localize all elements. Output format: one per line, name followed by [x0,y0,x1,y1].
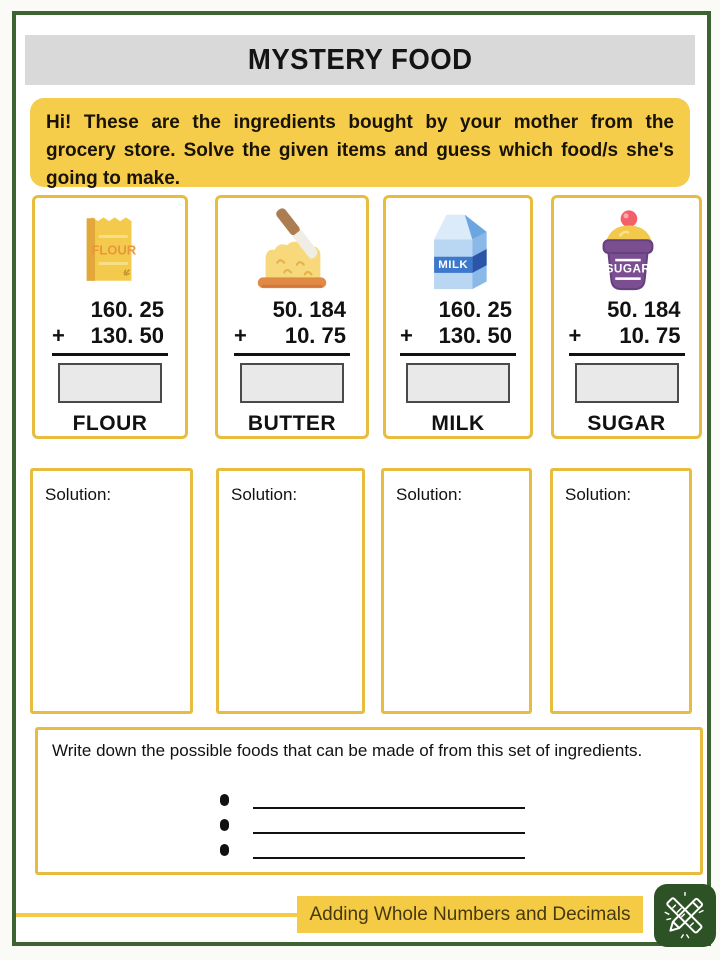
plus-operator: + [568,323,582,349]
sum-line [52,353,168,356]
answer-box-milk[interactable] [406,363,510,403]
bullet-icon [220,819,229,831]
answer-line-1[interactable] [220,789,525,809]
sum-line [569,353,685,356]
ingredient-label-flour: FLOUR [72,412,148,435]
ingredient-label-sugar: SUGAR [587,412,666,435]
pencil-ruler-logo [654,884,716,947]
sum-line [234,353,350,356]
ingredient-card-butter [215,195,369,439]
solution-label: Solution: [565,485,632,504]
ingredient-card-milk [383,195,533,439]
bullet-icon [220,794,229,806]
milk-carton-icon [415,202,501,297]
addend-1: 160. 25 [438,297,512,323]
footer-topic-banner [297,896,643,933]
write-line[interactable] [253,856,525,859]
sum-line [400,353,516,356]
title-bar [25,35,695,85]
flour-bag-icon [68,202,152,297]
answer-box-butter[interactable] [240,363,344,403]
addend-2: 130. 50 [438,323,512,349]
plus-operator: + [234,323,247,349]
footer-accent-line [16,913,298,917]
solution-box-butter[interactable] [216,468,365,714]
solution-label: Solution: [231,485,298,504]
ingredient-card-flour [32,195,188,439]
sugar-jar-text: SUGAR [605,262,650,276]
instruction-box: Hi! These are the ingredients bought by your mother from the grocery store. Solve the given items and guess which food/s she's going to make. [30,98,690,187]
ingredient-label-milk: MILK [431,412,485,435]
ingredient-card-sugar [551,195,702,439]
addition-problem-flour [52,297,168,349]
solution-label: Solution: [45,485,112,504]
bullet-icon [220,844,229,856]
plus-operator: + [400,323,413,349]
milk-carton-text: MILK [438,258,469,271]
solution-label: Solution: [396,485,463,504]
write-line[interactable] [253,806,525,809]
possible-foods-box [35,727,703,875]
possible-foods-prompt: Write down the possible foods that can be made of from this set of ingredients. [52,741,643,760]
addend-2: 10. 75 [619,323,681,349]
answer-line-3[interactable] [220,839,525,859]
answer-box-flour[interactable] [58,363,162,403]
addend-2: 10. 75 [284,323,346,349]
solution-box-sugar[interactable] [550,468,692,714]
addend-2: 130. 50 [90,323,164,349]
addition-problem-sugar [569,297,685,349]
butter-dish-icon [246,202,338,297]
addend-1: 50. 184 [607,297,681,323]
plus-operator: + [52,323,65,349]
ingredient-label-butter: BUTTER [247,412,337,435]
sugar-jar-icon [583,202,671,297]
addition-problem-butter [234,297,350,349]
solution-box-milk[interactable] [381,468,532,714]
footer-topic-label: Adding Whole Numbers and Decimals [309,903,631,925]
write-line[interactable] [253,831,525,834]
answer-line-2[interactable] [220,814,525,834]
addend-1: 160. 25 [90,297,164,323]
page-title: MYSTERY FOOD [247,43,473,76]
addition-problem-milk [400,297,516,349]
solution-box-flour[interactable] [30,468,193,714]
flour-bag-text: FLOUR [91,242,137,258]
answer-box-sugar[interactable] [575,363,679,403]
addend-1: 50. 184 [272,297,346,323]
